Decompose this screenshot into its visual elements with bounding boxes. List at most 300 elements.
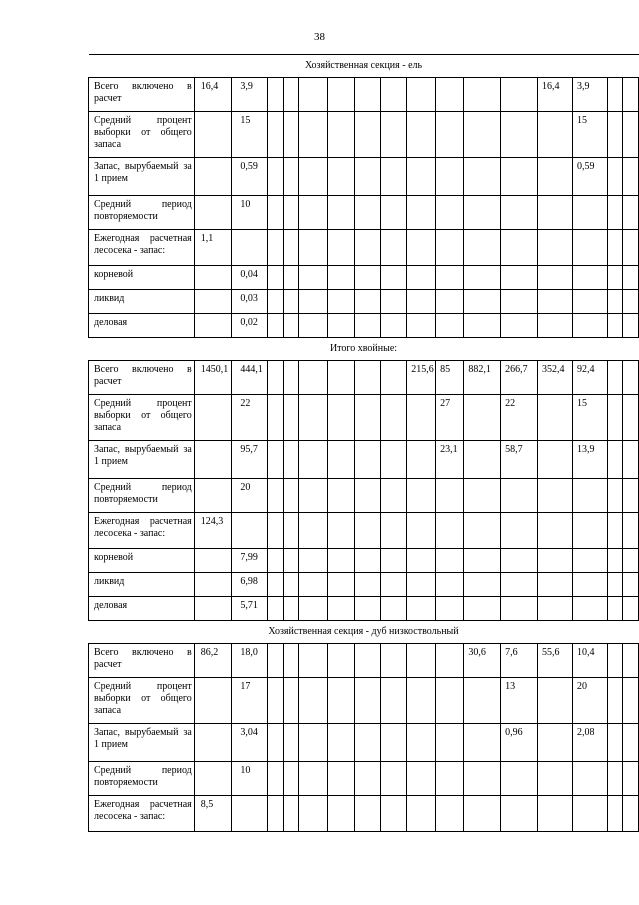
cell-col-13 xyxy=(538,597,573,621)
cell-col-1 xyxy=(194,479,232,513)
cell-col-13 xyxy=(538,112,573,158)
cell-col-15 xyxy=(607,361,623,395)
cell-col-11: 30,6 xyxy=(464,644,501,678)
row-label: Всего включено в расчет xyxy=(89,644,195,678)
cell-col-9 xyxy=(407,549,436,573)
cell-col-4 xyxy=(283,196,299,230)
cell-col-12 xyxy=(501,573,538,597)
table-row xyxy=(89,112,639,158)
cell-col-9 xyxy=(407,112,436,158)
cell-col-11 xyxy=(464,314,501,338)
cell-col-8 xyxy=(380,314,406,338)
cell-col-7 xyxy=(354,158,380,196)
cell-col-3 xyxy=(267,230,283,266)
cell-col-2: 3,04 xyxy=(232,724,268,762)
cell-col-3 xyxy=(267,573,283,597)
cell-col-7 xyxy=(354,479,380,513)
cell-col-14 xyxy=(573,573,608,597)
cell-col-12 xyxy=(501,158,538,196)
cell-col-11 xyxy=(464,112,501,158)
cell-col-13 xyxy=(538,762,573,796)
table-row xyxy=(89,549,639,573)
cell-col-14 xyxy=(573,479,608,513)
cell-col-3 xyxy=(267,762,283,796)
row-label: Средний процент выборки от общего запаса xyxy=(89,395,195,441)
cell-col-5 xyxy=(299,78,328,112)
cell-col-13: 16,4 xyxy=(538,78,573,112)
cell-col-2: 10 xyxy=(232,196,268,230)
cell-col-10 xyxy=(436,678,464,724)
cell-col-16 xyxy=(623,158,639,196)
cell-col-1 xyxy=(194,314,232,338)
cell-col-9 xyxy=(407,796,436,832)
cell-col-6 xyxy=(328,266,354,290)
cell-col-5 xyxy=(299,678,328,724)
cell-col-3 xyxy=(267,78,283,112)
cell-col-12 xyxy=(501,314,538,338)
cell-col-10 xyxy=(436,196,464,230)
cell-col-9 xyxy=(407,597,436,621)
row-label: корневой xyxy=(89,549,195,573)
cell-col-3 xyxy=(267,513,283,549)
table-row xyxy=(89,230,639,266)
cell-col-15 xyxy=(607,266,623,290)
cell-col-4 xyxy=(283,678,299,724)
cell-col-6 xyxy=(328,549,354,573)
cell-col-1: 1450,1 xyxy=(194,361,232,395)
cell-col-2 xyxy=(232,796,268,832)
cell-col-5 xyxy=(299,597,328,621)
cell-col-4 xyxy=(283,762,299,796)
cell-col-16 xyxy=(623,762,639,796)
cell-col-16 xyxy=(623,678,639,724)
cell-col-2: 20 xyxy=(232,479,268,513)
cell-col-6 xyxy=(328,724,354,762)
cell-col-8 xyxy=(380,361,406,395)
cell-col-3 xyxy=(267,479,283,513)
cell-col-2: 0,59 xyxy=(232,158,268,196)
cell-col-10 xyxy=(436,513,464,549)
cell-col-9 xyxy=(407,78,436,112)
cell-col-2: 0,03 xyxy=(232,290,268,314)
cell-col-9 xyxy=(407,513,436,549)
cell-col-12 xyxy=(501,762,538,796)
cell-col-2: 17 xyxy=(232,678,268,724)
cell-col-1 xyxy=(194,597,232,621)
cell-col-6 xyxy=(328,112,354,158)
cell-col-14: 15 xyxy=(573,395,608,441)
table-row xyxy=(89,266,639,290)
cell-col-14 xyxy=(573,196,608,230)
cell-col-14: 10,4 xyxy=(573,644,608,678)
cell-col-8 xyxy=(380,597,406,621)
table-row xyxy=(89,573,639,597)
cell-col-13: 352,4 xyxy=(538,361,573,395)
cell-col-9 xyxy=(407,158,436,196)
cell-col-11 xyxy=(464,513,501,549)
cell-col-1: 16,4 xyxy=(194,78,232,112)
cell-col-4 xyxy=(283,597,299,621)
cell-col-12 xyxy=(501,290,538,314)
cell-col-8 xyxy=(380,196,406,230)
cell-col-12 xyxy=(501,230,538,266)
cell-col-14 xyxy=(573,266,608,290)
cell-col-7 xyxy=(354,796,380,832)
cell-col-13 xyxy=(538,549,573,573)
table-row xyxy=(89,597,639,621)
cell-col-5 xyxy=(299,796,328,832)
cell-col-15 xyxy=(607,78,623,112)
cell-col-6 xyxy=(328,230,354,266)
cell-col-2: 95,7 xyxy=(232,441,268,479)
cell-col-4 xyxy=(283,796,299,832)
cell-col-10 xyxy=(436,724,464,762)
cell-col-6 xyxy=(328,314,354,338)
section-header-row xyxy=(89,621,639,644)
cell-col-8 xyxy=(380,78,406,112)
cell-col-10 xyxy=(436,597,464,621)
cell-col-4 xyxy=(283,361,299,395)
cell-col-6 xyxy=(328,196,354,230)
cell-col-7 xyxy=(354,112,380,158)
row-label: Ежегодная расчетная лесосека - запас: xyxy=(89,513,195,549)
cell-col-16 xyxy=(623,796,639,832)
cell-col-9 xyxy=(407,762,436,796)
cell-col-3 xyxy=(267,361,283,395)
cell-col-11 xyxy=(464,549,501,573)
cell-col-15 xyxy=(607,678,623,724)
cell-col-10 xyxy=(436,78,464,112)
cell-col-7 xyxy=(354,678,380,724)
cell-col-15 xyxy=(607,158,623,196)
cell-col-8 xyxy=(380,796,406,832)
cell-col-10: 85 xyxy=(436,361,464,395)
cell-col-7 xyxy=(354,724,380,762)
cell-col-15 xyxy=(607,762,623,796)
cell-col-6 xyxy=(328,78,354,112)
cell-col-15 xyxy=(607,230,623,266)
table-row xyxy=(89,796,639,832)
cell-col-9 xyxy=(407,573,436,597)
cell-col-11 xyxy=(464,796,501,832)
cell-col-4 xyxy=(283,724,299,762)
cell-col-16 xyxy=(623,78,639,112)
cell-col-1 xyxy=(194,441,232,479)
cell-col-6 xyxy=(328,597,354,621)
cell-col-14 xyxy=(573,314,608,338)
cell-col-8 xyxy=(380,644,406,678)
cell-col-12 xyxy=(501,796,538,832)
cell-col-9 xyxy=(407,678,436,724)
cell-col-6 xyxy=(328,513,354,549)
cell-col-14 xyxy=(573,597,608,621)
cell-col-7 xyxy=(354,78,380,112)
cell-col-9 xyxy=(407,314,436,338)
cell-col-16 xyxy=(623,290,639,314)
cell-col-10 xyxy=(436,549,464,573)
row-label: Всего включено в расчет xyxy=(89,361,195,395)
cell-col-13 xyxy=(538,290,573,314)
cell-col-9 xyxy=(407,266,436,290)
calculation-table xyxy=(88,54,639,832)
cell-col-14: 13,9 xyxy=(573,441,608,479)
cell-col-6 xyxy=(328,441,354,479)
table-row xyxy=(89,678,639,724)
cell-col-7 xyxy=(354,196,380,230)
cell-col-9 xyxy=(407,479,436,513)
cell-col-2: 5,71 xyxy=(232,597,268,621)
cell-col-13 xyxy=(538,724,573,762)
cell-col-16 xyxy=(623,573,639,597)
cell-col-1: 86,2 xyxy=(194,644,232,678)
cell-col-1: 8,5 xyxy=(194,796,232,832)
cell-col-1 xyxy=(194,762,232,796)
cell-col-11 xyxy=(464,441,501,479)
table-row xyxy=(89,513,639,549)
cell-col-2 xyxy=(232,230,268,266)
cell-col-3 xyxy=(267,644,283,678)
cell-col-3 xyxy=(267,597,283,621)
cell-col-7 xyxy=(354,597,380,621)
cell-col-8 xyxy=(380,549,406,573)
cell-col-1 xyxy=(194,573,232,597)
cell-col-6 xyxy=(328,290,354,314)
cell-col-16 xyxy=(623,644,639,678)
section-header-row xyxy=(89,55,639,78)
row-label: Запас, вырубаемый за 1 прием xyxy=(89,724,195,762)
row-label: Средний период повторяемости xyxy=(89,762,195,796)
cell-col-5 xyxy=(299,112,328,158)
cell-col-14 xyxy=(573,230,608,266)
cell-col-13 xyxy=(538,796,573,832)
row-label: деловая xyxy=(89,314,195,338)
cell-col-4 xyxy=(283,314,299,338)
cell-col-12: 266,7 xyxy=(501,361,538,395)
cell-col-3 xyxy=(267,724,283,762)
cell-col-8 xyxy=(380,762,406,796)
cell-col-4 xyxy=(283,441,299,479)
cell-col-2: 3,9 xyxy=(232,78,268,112)
table-row xyxy=(89,441,639,479)
cell-col-12: 22 xyxy=(501,395,538,441)
cell-col-3 xyxy=(267,290,283,314)
cell-col-4 xyxy=(283,158,299,196)
cell-col-8 xyxy=(380,441,406,479)
cell-col-14: 2,08 xyxy=(573,724,608,762)
cell-col-15 xyxy=(607,441,623,479)
cell-col-10: 23,1 xyxy=(436,441,464,479)
cell-col-4 xyxy=(283,395,299,441)
cell-col-11 xyxy=(464,266,501,290)
cell-col-5 xyxy=(299,158,328,196)
cell-col-16 xyxy=(623,230,639,266)
cell-col-9 xyxy=(407,441,436,479)
cell-col-11 xyxy=(464,479,501,513)
row-label: Средний период повторяемости xyxy=(89,479,195,513)
cell-col-5 xyxy=(299,573,328,597)
cell-col-1 xyxy=(194,395,232,441)
cell-col-14: 92,4 xyxy=(573,361,608,395)
cell-col-8 xyxy=(380,230,406,266)
cell-col-1 xyxy=(194,549,232,573)
cell-col-2: 22 xyxy=(232,395,268,441)
cell-col-12: 58,7 xyxy=(501,441,538,479)
cell-col-13 xyxy=(538,158,573,196)
cell-col-12 xyxy=(501,78,538,112)
cell-col-14: 0,59 xyxy=(573,158,608,196)
cell-col-16 xyxy=(623,441,639,479)
row-label: Ежегодная расчетная лесосека - запас: xyxy=(89,796,195,832)
row-label: ликвид xyxy=(89,573,195,597)
cell-col-10 xyxy=(436,112,464,158)
cell-col-4 xyxy=(283,290,299,314)
cell-col-2: 6,98 xyxy=(232,573,268,597)
cell-col-6 xyxy=(328,644,354,678)
cell-col-15 xyxy=(607,724,623,762)
cell-col-5 xyxy=(299,513,328,549)
cell-col-16 xyxy=(623,361,639,395)
cell-col-2: 0,02 xyxy=(232,314,268,338)
table-row xyxy=(89,479,639,513)
cell-col-13 xyxy=(538,678,573,724)
row-label: Ежегодная расчетная лесосека - запас: xyxy=(89,230,195,266)
cell-col-11 xyxy=(464,724,501,762)
cell-col-9 xyxy=(407,724,436,762)
cell-col-12 xyxy=(501,266,538,290)
cell-col-5 xyxy=(299,395,328,441)
cell-col-10 xyxy=(436,762,464,796)
table-row xyxy=(89,290,639,314)
cell-col-9 xyxy=(407,290,436,314)
cell-col-1 xyxy=(194,112,232,158)
cell-col-16 xyxy=(623,395,639,441)
cell-col-4 xyxy=(283,230,299,266)
cell-col-16 xyxy=(623,314,639,338)
cell-col-5 xyxy=(299,290,328,314)
table-row xyxy=(89,361,639,395)
row-label: Запас, вырубаемый за 1 прием xyxy=(89,441,195,479)
cell-col-8 xyxy=(380,724,406,762)
cell-col-11 xyxy=(464,762,501,796)
cell-col-7 xyxy=(354,573,380,597)
cell-col-6 xyxy=(328,796,354,832)
cell-col-2: 18,0 xyxy=(232,644,268,678)
cell-col-10 xyxy=(436,644,464,678)
cell-col-5 xyxy=(299,361,328,395)
cell-col-11 xyxy=(464,230,501,266)
cell-col-3 xyxy=(267,266,283,290)
cell-col-15 xyxy=(607,196,623,230)
cell-col-5 xyxy=(299,762,328,796)
cell-col-9 xyxy=(407,644,436,678)
row-label: ликвид xyxy=(89,290,195,314)
cell-col-13: 55,6 xyxy=(538,644,573,678)
cell-col-15 xyxy=(607,597,623,621)
cell-col-11 xyxy=(464,678,501,724)
cell-col-4 xyxy=(283,479,299,513)
cell-col-8 xyxy=(380,266,406,290)
table-row xyxy=(89,724,639,762)
cell-col-13 xyxy=(538,441,573,479)
cell-col-7 xyxy=(354,549,380,573)
cell-col-12: 13 xyxy=(501,678,538,724)
cell-col-14: 20 xyxy=(573,678,608,724)
table-row xyxy=(89,644,639,678)
cell-col-15 xyxy=(607,513,623,549)
cell-col-13 xyxy=(538,395,573,441)
cell-col-12: 7,6 xyxy=(501,644,538,678)
cell-col-11 xyxy=(464,158,501,196)
cell-col-6 xyxy=(328,678,354,724)
cell-col-5 xyxy=(299,724,328,762)
cell-col-11 xyxy=(464,196,501,230)
cell-col-4 xyxy=(283,573,299,597)
cell-col-6 xyxy=(328,573,354,597)
section-title: Хозяйственная секция - ель xyxy=(89,55,639,78)
cell-col-8 xyxy=(380,513,406,549)
cell-col-1 xyxy=(194,266,232,290)
cell-col-14: 3,9 xyxy=(573,78,608,112)
cell-col-16 xyxy=(623,597,639,621)
cell-col-12 xyxy=(501,196,538,230)
cell-col-9 xyxy=(407,196,436,230)
cell-col-12 xyxy=(501,112,538,158)
cell-col-10 xyxy=(436,158,464,196)
cell-col-13 xyxy=(538,230,573,266)
cell-col-3 xyxy=(267,314,283,338)
cell-col-10 xyxy=(436,314,464,338)
table-row xyxy=(89,314,639,338)
cell-col-16 xyxy=(623,724,639,762)
cell-col-1 xyxy=(194,290,232,314)
cell-col-1 xyxy=(194,196,232,230)
cell-col-2: 0,04 xyxy=(232,266,268,290)
cell-col-10 xyxy=(436,266,464,290)
cell-col-15 xyxy=(607,796,623,832)
cell-col-5 xyxy=(299,230,328,266)
section-title: Хозяйственная секция - дуб низкоствольный xyxy=(89,621,639,644)
cell-col-7 xyxy=(354,361,380,395)
cell-col-10 xyxy=(436,479,464,513)
cell-col-11 xyxy=(464,78,501,112)
cell-col-16 xyxy=(623,513,639,549)
cell-col-16 xyxy=(623,196,639,230)
cell-col-5 xyxy=(299,549,328,573)
cell-col-2: 15 xyxy=(232,112,268,158)
cell-col-6 xyxy=(328,158,354,196)
cell-col-15 xyxy=(607,314,623,338)
cell-col-8 xyxy=(380,479,406,513)
cell-col-16 xyxy=(623,479,639,513)
cell-col-1 xyxy=(194,678,232,724)
cell-col-3 xyxy=(267,441,283,479)
cell-col-4 xyxy=(283,549,299,573)
cell-col-10 xyxy=(436,230,464,266)
cell-col-9: 215,6 xyxy=(407,361,436,395)
cell-col-8 xyxy=(380,290,406,314)
cell-col-7 xyxy=(354,290,380,314)
cell-col-6 xyxy=(328,762,354,796)
cell-col-15 xyxy=(607,644,623,678)
cell-col-4 xyxy=(283,644,299,678)
cell-col-15 xyxy=(607,290,623,314)
row-label: деловая xyxy=(89,597,195,621)
cell-col-1 xyxy=(194,158,232,196)
cell-col-16 xyxy=(623,266,639,290)
cell-col-1 xyxy=(194,724,232,762)
cell-col-15 xyxy=(607,395,623,441)
cell-col-9 xyxy=(407,230,436,266)
